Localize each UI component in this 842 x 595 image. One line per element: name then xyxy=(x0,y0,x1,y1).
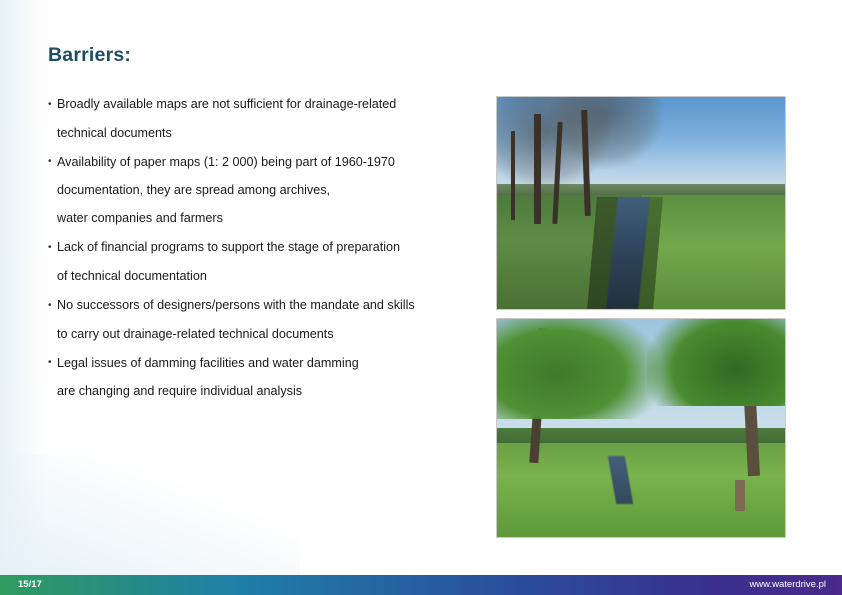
list-item xyxy=(48,90,478,147)
page-number: 15/17 xyxy=(18,579,42,590)
photo-field-right xyxy=(641,195,785,309)
list-item-line1: Lack of financial programs to support the stage of preparation xyxy=(57,240,401,255)
list-item xyxy=(48,233,478,290)
photo-tree-trunk xyxy=(534,114,541,224)
list-item xyxy=(48,291,478,348)
list-item-line2: technical documents xyxy=(57,125,172,140)
bullet-marker: • xyxy=(48,156,52,168)
background-wash-bottom xyxy=(0,455,300,575)
photo-tree-canopy xyxy=(647,318,786,406)
bullet-marker: • xyxy=(48,242,52,254)
photo-tree-canopy xyxy=(496,318,664,419)
list-item-line2: to carry out drainage-related technical documents xyxy=(57,326,334,341)
website-link[interactable]: www.waterdrive.pl xyxy=(749,579,826,590)
list-item-line1: Legal issues of damming facilities and water damming xyxy=(57,355,359,370)
list-item xyxy=(48,148,478,233)
bullet-marker: • xyxy=(48,98,52,110)
list-item-line1: Broadly available maps are not sufficient for drainage-related xyxy=(57,97,397,111)
footer-bar xyxy=(0,575,842,595)
list-item-line1: No successors of designers/persons with the mandate and skills xyxy=(57,298,415,313)
list-item-line3: water companies and farmers xyxy=(57,211,223,226)
photo-tree-trunk xyxy=(511,131,515,220)
photo-meadow-watercourse xyxy=(496,318,786,538)
list-item-line2: documentation, they are spread among archives, xyxy=(57,183,331,198)
list-item-line1: Availability of paper maps (1: 2 000) being part of 1960-1970 xyxy=(57,154,395,169)
list-item-line2: of technical documentation xyxy=(57,269,207,284)
photo-tree-canopy xyxy=(549,96,664,169)
bullet-list xyxy=(48,90,478,406)
bullet-marker: • xyxy=(48,299,52,311)
list-item xyxy=(48,349,478,406)
photo-wooden-post xyxy=(735,480,745,511)
page-title: Barriers: xyxy=(48,44,132,66)
photo-group xyxy=(496,96,786,538)
photo-drainage-ditch xyxy=(496,96,786,310)
list-item-line2: are changing and require individual analysis xyxy=(57,384,303,399)
bullet-marker: • xyxy=(48,357,52,369)
